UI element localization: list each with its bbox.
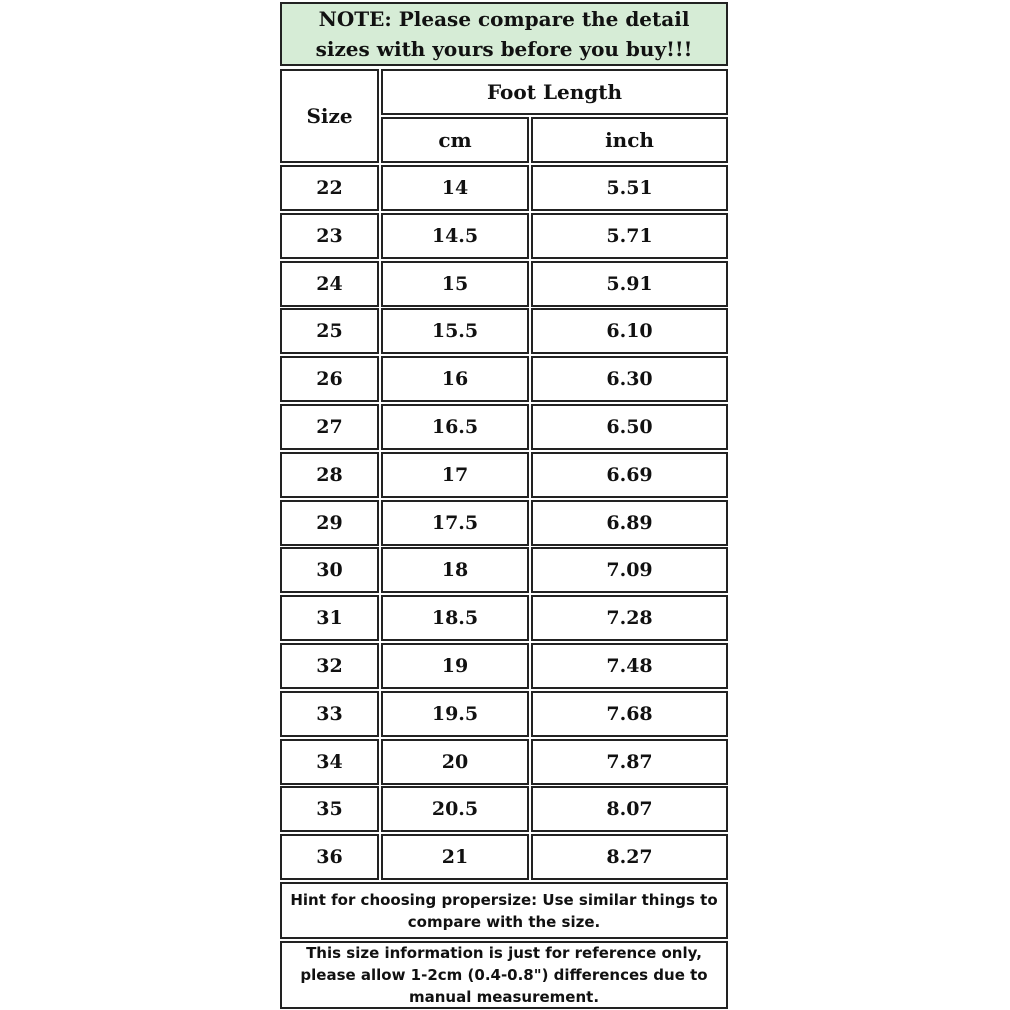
disclaimer-text: This size information is just for reference only, please allow 1-2cm (0.4-0.8") differences due to manual measurement.: [280, 941, 728, 1009]
size-cell: 35: [280, 786, 379, 832]
cm-cell: 20: [381, 739, 529, 785]
inch-cell: 7.28: [531, 595, 728, 641]
inch-cell: 5.51: [531, 165, 728, 211]
size-cell: 29: [280, 500, 379, 546]
size-cell: 31: [280, 595, 379, 641]
inch-cell: 6.69: [531, 452, 728, 498]
cm-cell: 20.5: [381, 786, 529, 832]
cm-cell: 15: [381, 261, 529, 307]
note-banner: NOTE: Please compare the detail sizes with yours before you buy!!!: [280, 2, 728, 66]
cm-header: cm: [381, 117, 529, 163]
inch-cell: 5.71: [531, 213, 728, 259]
size-header: Size: [280, 69, 379, 163]
size-cell: 33: [280, 691, 379, 737]
inch-cell: 8.27: [531, 834, 728, 880]
cm-cell: 15.5: [381, 308, 529, 354]
inch-cell: 6.50: [531, 404, 728, 450]
inch-cell: 5.91: [531, 261, 728, 307]
size-cell: 26: [280, 356, 379, 402]
inch-cell: 7.68: [531, 691, 728, 737]
size-cell: 27: [280, 404, 379, 450]
inch-cell: 6.10: [531, 308, 728, 354]
inch-cell: 7.87: [531, 739, 728, 785]
inch-cell: 8.07: [531, 786, 728, 832]
size-cell: 32: [280, 643, 379, 689]
size-cell: 28: [280, 452, 379, 498]
cm-cell: 16.5: [381, 404, 529, 450]
cm-cell: 19.5: [381, 691, 529, 737]
inch-header: inch: [531, 117, 728, 163]
cm-cell: 14: [381, 165, 529, 211]
cm-cell: 19: [381, 643, 529, 689]
inch-cell: 6.30: [531, 356, 728, 402]
size-cell: 23: [280, 213, 379, 259]
inch-cell: 7.48: [531, 643, 728, 689]
cm-cell: 16: [381, 356, 529, 402]
size-cell: 25: [280, 308, 379, 354]
cm-cell: 18.5: [381, 595, 529, 641]
foot-length-header: Foot Length: [381, 69, 728, 115]
inch-cell: 6.89: [531, 500, 728, 546]
size-cell: 22: [280, 165, 379, 211]
size-cell: 30: [280, 547, 379, 593]
size-cell: 34: [280, 739, 379, 785]
hint-text: Hint for choosing propersize: Use similar things to compare with the size.: [280, 882, 728, 939]
cm-cell: 14.5: [381, 213, 529, 259]
inch-cell: 7.09: [531, 547, 728, 593]
size-cell: 36: [280, 834, 379, 880]
cm-cell: 21: [381, 834, 529, 880]
cm-cell: 17.5: [381, 500, 529, 546]
cm-cell: 18: [381, 547, 529, 593]
cm-cell: 17: [381, 452, 529, 498]
size-cell: 24: [280, 261, 379, 307]
